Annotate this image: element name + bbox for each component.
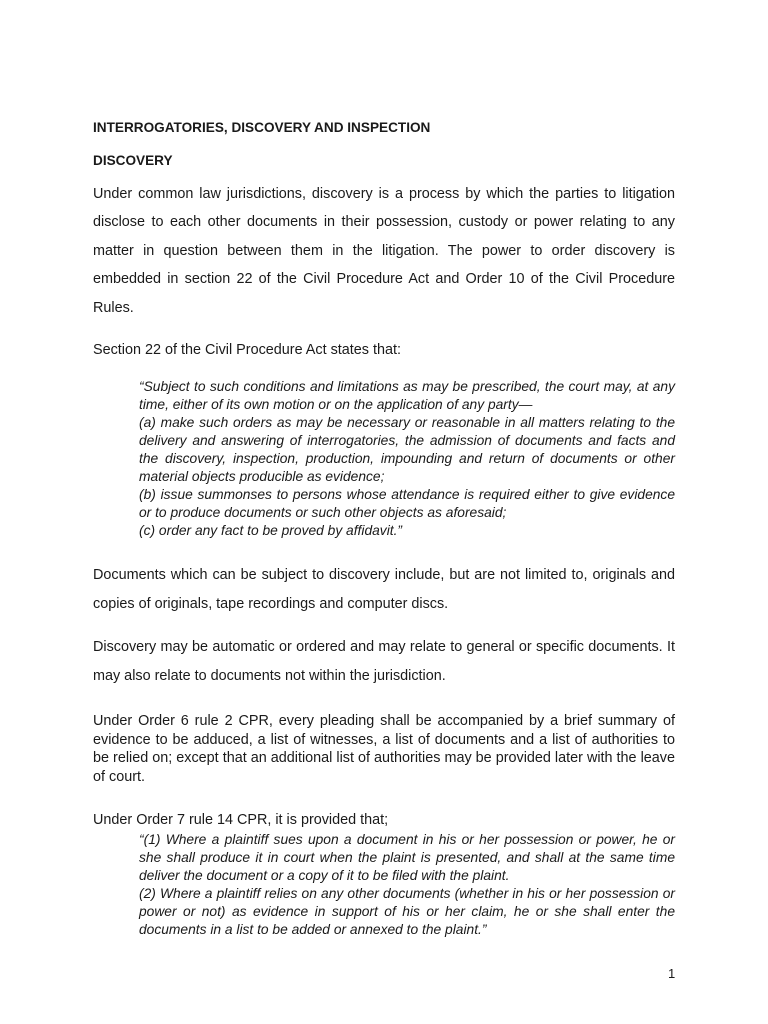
paragraph-section-22-intro: Section 22 of the Civil Procedure Act states that: (93, 342, 401, 359)
block-quote-section-22 (139, 378, 675, 540)
paragraph-discovery-definition: Under common law jurisdictions, discovery is a process by which the parties to litigation disclose to each other documents in their possession, custody or power relating to any matter in question between them in the litigation. The power to order discovery is embedded in section 22 of the Civil Procedure Act and Order 10 of the Civil Procedure Rules. (93, 186, 675, 316)
quote-line: (a) make such orders as may be necessary or reasonable in all matters relating to the delivery and answering of interrogatories, the admission of documents and facts and the discovery, inspection, production, impounding and return of documents or other material objects producible as evidence; (139, 415, 675, 485)
quote-line: (b) issue summonses to persons whose attendance is required either to give evidence or to produce documents or such other objects as aforesaid; (139, 487, 675, 521)
page-number: 1 (668, 966, 676, 981)
paragraph-documents-subject: Documents which can be subject to discovery include, but are not limited to, originals and copies of originals, tape recordings and computer discs. (93, 567, 675, 612)
block-quote-order-7 (139, 831, 675, 939)
document-title: INTERROGATORIES, DISCOVERY AND INSPECTION (93, 120, 431, 135)
quote-line: “Subject to such conditions and limitations as may be prescribed, the court may, at any time, either of its own motion or on the application of any party— (139, 379, 675, 413)
quote-line: “(1) Where a plaintiff sues upon a document in his or her possession or power, he or she shall produce it in court when the plaint is presented, and shall at the same time deliver the document or a copy of it to be filed with the plaint. (139, 831, 675, 883)
quote-line: (2) Where a plaintiff relies on any other documents (whether in his or her possession or power or not) as evidence in support of his or her claim, he or she shall enter the documents in a list to be added or annexed to the plaint.” (139, 885, 675, 937)
paragraph-order-6: Under Order 6 rule 2 CPR, every pleading shall be accompanied by a brief summary of evidence to be adduced, a list of witnesses, a list of documents and a list of authorities to be relied on; except that an additional list of authorities may be provided later with the leave of court. (93, 713, 675, 785)
document-body (93, 119, 675, 939)
quote-line: (c) order any fact to be proved by affidavit.” (139, 523, 403, 539)
paragraph-discovery-types: Discovery may be automatic or ordered and may relate to general or specific documents. It may also relate to documents not within the jurisdiction. (93, 639, 675, 684)
section-heading: DISCOVERY (93, 153, 173, 168)
paragraph-order-7-intro: Under Order 7 rule 14 CPR, it is provided that; (93, 812, 389, 829)
